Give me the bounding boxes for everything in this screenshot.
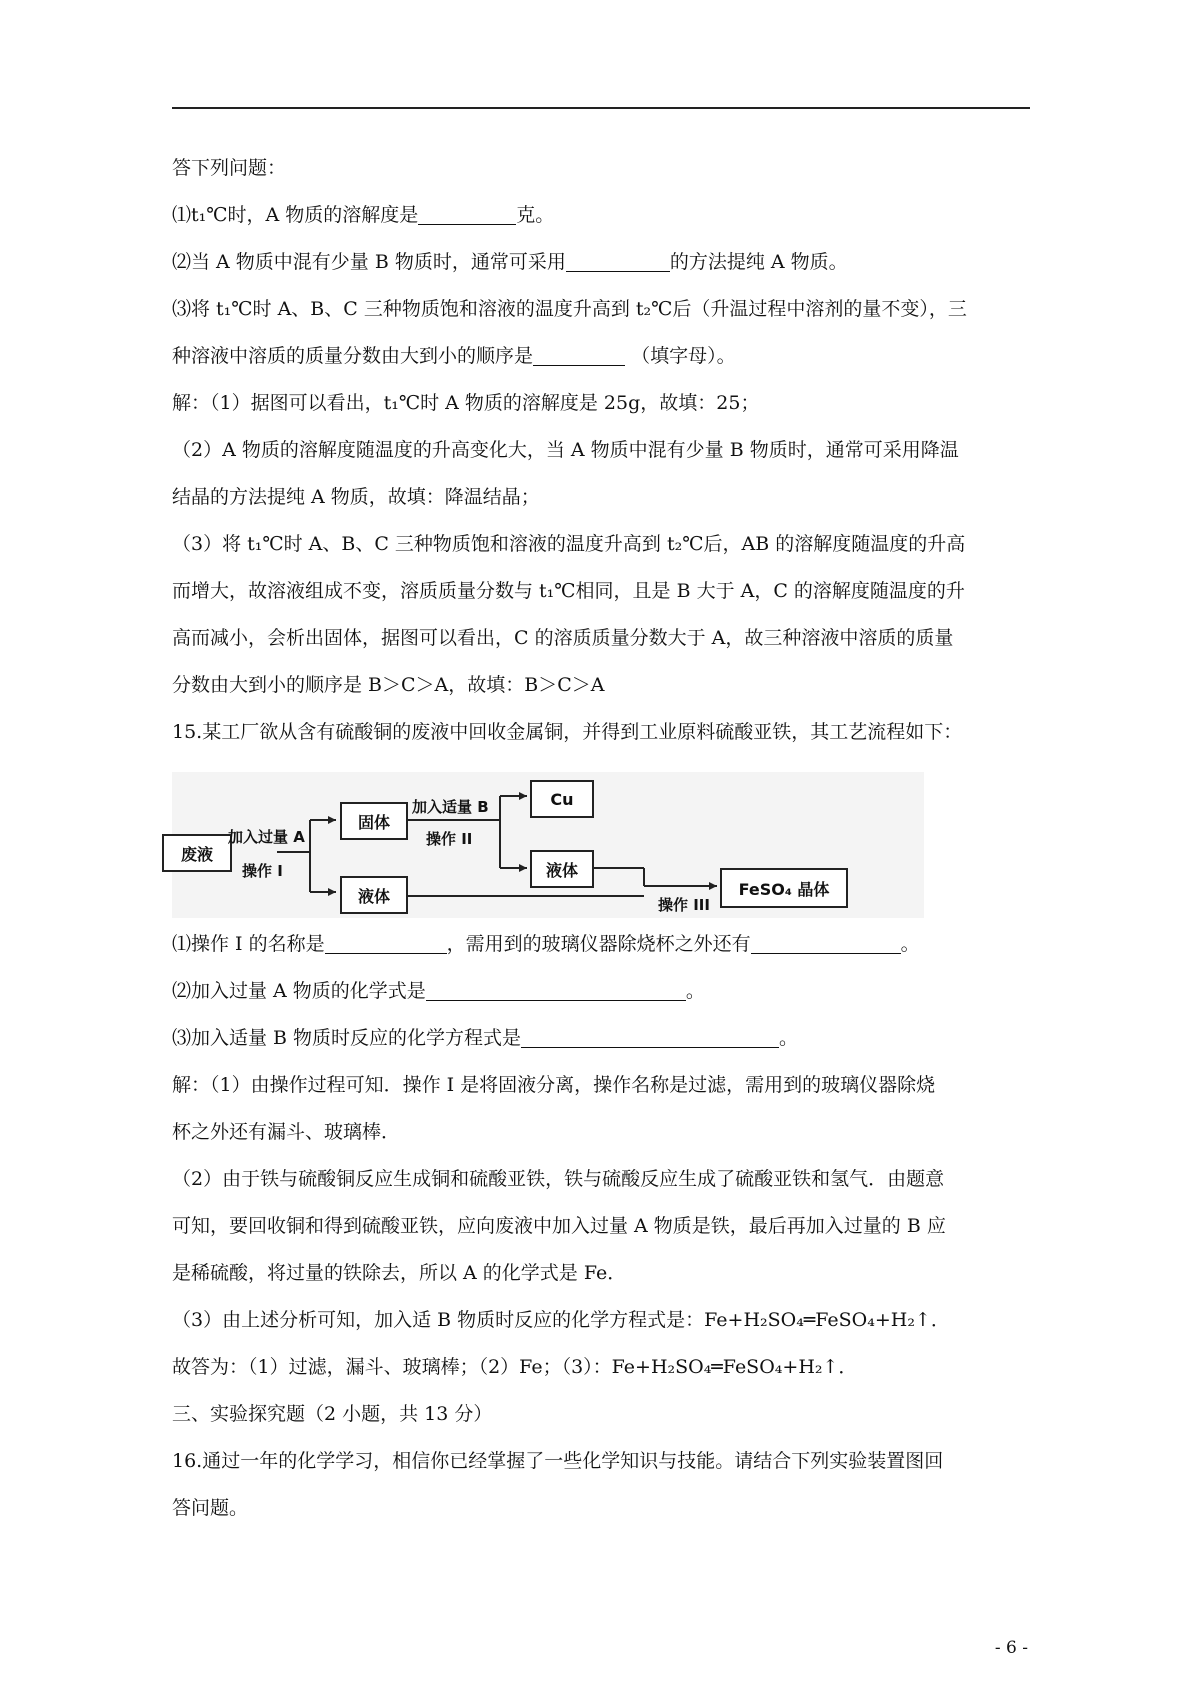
text-line: 答下列问题：	[172, 157, 287, 179]
solution-line: 而增大，故溶液组成不变，溶质质量分数与 t₁℃相同，且是 B 大于 A，C 的溶解度随温度的升	[172, 580, 965, 602]
operation-3-label: 操作 III	[658, 896, 710, 914]
solution-line: 结晶的方法提纯 A 物质，故填：降温结晶；	[172, 486, 540, 508]
question-3: ⑶将 t₁℃时 A、B、C 三种物质饱和溶液的温度升高到 t₂℃后（升温过程中溶剂的量不变），三	[172, 298, 967, 320]
solution-line: （2）由于铁与硫酸铜反应生成铜和硫酸亚铁，铁与硫酸反应生成了硫酸亚铁和氢气．由题意	[172, 1168, 945, 1190]
add-excess-a-label: 加入过量 A	[228, 828, 305, 846]
solution-line: 高而减小，会析出固体，据图可以看出，C 的溶质质量分数大于 A，故三种溶液中溶质的质量	[172, 627, 954, 649]
operation-2-label: 操作 II	[426, 830, 473, 848]
header-rule	[172, 107, 1030, 109]
q15-part-1: ⑴操作 I 的名称是 ，需用到的玻璃仪器除烧杯之外还有 。	[172, 933, 920, 955]
solution-line: 可知，要回收铜和得到硫酸亚铁，应向废液中加入过量 A 物质是铁，最后再加入过量的 B 应	[172, 1215, 946, 1237]
add-b-label: 加入适量 B	[412, 798, 489, 816]
copper-box: Cu	[530, 780, 594, 818]
q15-part-2: ⑵加入过量 A 物质的化学式是 。	[172, 980, 705, 1002]
answer-summary: 故答为：（1）过滤，漏斗、玻璃棒；（2）Fe；（3）：Fe+H₂SO₄═FeSO₄+H₂↑．	[172, 1356, 858, 1378]
question-2: ⑵当 A 物质中混有少量 B 物质时，通常可采用 的方法提纯 A 物质。	[172, 251, 848, 273]
solution-line: （3）由上述分析可知，加入适 B 物质时反应的化学方程式是：Fe+H₂SO₄═FeSO₄+H₂↑．	[172, 1309, 950, 1331]
solution-line: 是稀硫酸，将过量的铁除去，所以 A 的化学式是 Fe．	[172, 1262, 627, 1284]
section-heading: 三、实验探究题（2 小题，共 13 分）	[172, 1403, 493, 1425]
answer-blank[interactable]	[426, 979, 686, 1001]
page-body-2	[172, 926, 1030, 1527]
question-3-cont: 种溶液中溶质的质量分数由大到小的顺序是 （填字母）。	[172, 345, 736, 367]
answer-blank[interactable]	[533, 344, 625, 366]
answer-blank[interactable]	[751, 932, 901, 954]
waste-liquid-box: 废液	[162, 834, 232, 872]
answer-blank[interactable]	[566, 250, 670, 272]
solution-line: （2）A 物质的溶解度随温度的升高变化大，当 A 物质中混有少量 B 物质时，通常可采用降温	[172, 439, 959, 461]
solution-line: 杯之外还有漏斗、玻璃棒．	[172, 1121, 401, 1143]
process-flow-diagram	[172, 772, 924, 918]
question-15: 15.某工厂欲从含有硫酸铜的废液中回收金属铜，并得到工业原料硫酸亚铁，其工艺流程如下：	[172, 721, 963, 743]
operation-1-label: 操作 I	[242, 862, 283, 880]
question-16-cont: 答问题。	[172, 1497, 249, 1519]
q15-part-3: ⑶加入适量 B 物质时反应的化学方程式是 。	[172, 1027, 799, 1049]
solution-line: （3）将 t₁℃时 A、B、C 三种物质饱和溶液的温度升高到 t₂℃后，AB 的溶解度随温度的升高	[172, 533, 966, 555]
answer-blank[interactable]	[521, 1026, 779, 1048]
liquid-box-1: 液体	[340, 876, 408, 914]
solution-line: 解：（1）据图可以看出，t₁℃时 A 物质的溶解度是 25g，故填：25；	[172, 392, 760, 414]
page-body	[172, 150, 1030, 751]
solid-box: 固体	[340, 802, 408, 840]
solution-line: 解：（1）由操作过程可知．操作 I 是将固液分离，操作名称是过滤，需用到的玻璃仪器除烧	[172, 1074, 936, 1096]
liquid-box-2: 液体	[530, 850, 594, 888]
page-number: - 6 -	[994, 1638, 1028, 1658]
answer-blank[interactable]	[418, 203, 516, 225]
feso4-crystal-box: FeSO₄ 晶体	[720, 868, 848, 908]
solution-line: 分数由大到小的顺序是 B＞C＞A，故填：B＞C＞A	[172, 674, 605, 696]
answer-blank[interactable]	[325, 932, 447, 954]
question-16: 16.通过一年的化学学习，相信你已经掌握了一些化学知识与技能。请结合下列实验装置图回	[172, 1450, 944, 1472]
question-1: ⑴t₁℃时，A 物质的溶解度是 克。	[172, 204, 555, 226]
